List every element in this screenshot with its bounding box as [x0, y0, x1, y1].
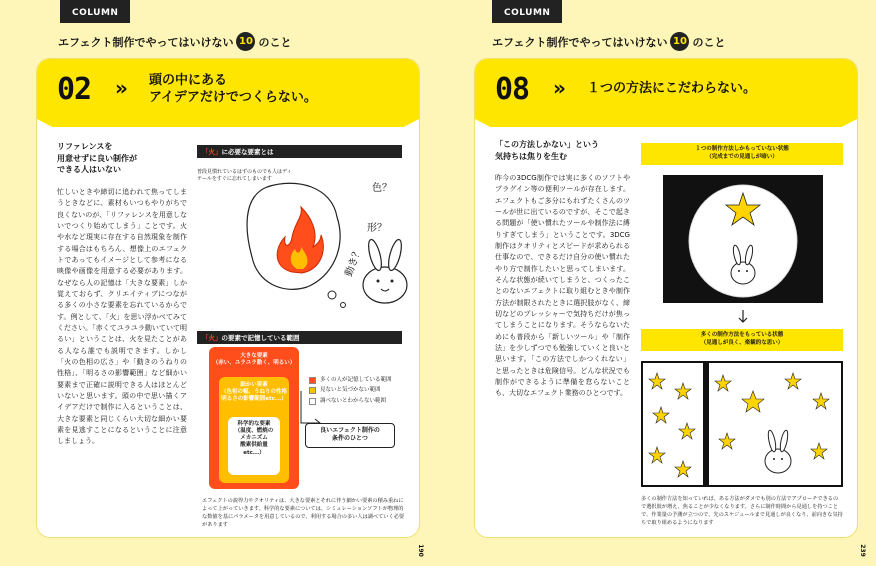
subhead-line: リファレンスを [57, 142, 113, 151]
heading-prefix: エフェクト制作でやってはいけない [492, 35, 668, 49]
rule-number: 08 [495, 72, 530, 107]
state-bar-single-method [641, 143, 843, 165]
figure-caption: 多くの制作方法を知っていれば、ある方法がダメでも別の方法でアプローチできるので選択肢が増え、焦ることが少なくなります。さらに制作時間から見通しを持つことで、作業量の予測が立つので、先のスケジュールまで見通しが良くなり、前向きな気持ちで取り組めるようになります [641, 496, 843, 527]
legend-label: 見ないと気づかない範囲 [320, 387, 381, 394]
title-band [475, 59, 857, 119]
subhead-line: できる人はいない [57, 165, 121, 175]
double-chevron-icon: » [553, 76, 566, 100]
figure-caption: エフェクトの説得力やクオリティは、大きな要素とそれに伴う細かい要素の積み重ねによって上がっていきます。科学的な要素については、シミュレーションソフトが物理的な数値を基にパラメータを用意しているので、利用する場合の多い人は調べていく必要があります [202, 498, 405, 529]
range-label-line: 細かい要素 [240, 382, 268, 388]
range-label-line: 明るさの影響範囲etc...） [221, 396, 287, 403]
handwritten-motion: 動き？ [343, 246, 365, 279]
double-chevron-icon: » [115, 76, 128, 100]
body-text: 昨今の3DCG制作では実に多くのソフトやプラグイン等の便利ツールが存在します。エフェクトもご多分にもれずたくさんのツールが世に出ているのですが、そこで起きる問題が「使い慣れたツールや制作法に縛りすぎてしまう」ということです。3DCG制作はクオリティとスピードが求められる仕事なので、できるだけ自分の使い慣れたやり方で制作したいと思ってしまいます。そんな状態が続いてしまうと、つくったことのないエフェクトに取り組むときや制作方法が制限されたときに選択肢がなく、締切などのプレッシャーで気持ちだけが焦ってしまうことになります。そうならないためにも普段から「新しいツール」や「制作法」を少しずつでも勉強していくと良いと思います。「この方法でしかつくれない」と思ったときは危険信号。どんな状況でも制作ができるように準備を怠らないことも、大切なエフェクト業務のひとつです。 [495, 174, 630, 398]
handwritten-color: 色？ [372, 183, 392, 194]
subhead-line: 用意せずに良い制作が [57, 153, 137, 163]
rule-card [474, 58, 858, 538]
state-bar-line: （完成までの見通しが暗い） [706, 153, 778, 160]
outer-range-box [209, 347, 299, 489]
rule-title [149, 73, 317, 107]
figure-label-highlight: 「火」 [202, 148, 222, 156]
range-label-line: （赤い、ユラユラ動く、明るい） [212, 360, 296, 367]
state-bar-line: 多くの制作方法をもっている状態 [700, 332, 784, 338]
heading-prefix: エフェクト制作でやってはいけない [58, 35, 234, 49]
state-bar-line: １つの制作方法しかもっていない状態 [695, 146, 789, 152]
heading-suffix: のこと [692, 35, 726, 49]
state-bar-line: （見通しが良く、楽観的な思い） [700, 339, 784, 346]
page-heading [58, 32, 291, 51]
subhead-line: 「この方法しかない」という [495, 140, 599, 149]
legend-label: 調べないとわからない範囲 [320, 397, 387, 404]
range-label-line: （色相の幅、うねりの性格 [220, 389, 287, 396]
rule-title: １つの方法にこだわらない。 [587, 81, 757, 96]
rule-title-line: 頭の中にある [149, 73, 228, 88]
section-subhead [57, 141, 187, 176]
thought-dot [341, 303, 346, 308]
figure-label-highlight: 「火」 [202, 334, 222, 342]
page-number: 239 [858, 544, 866, 557]
fire-thought-illustration [237, 177, 417, 317]
right-page [438, 0, 876, 566]
range-label-line: etc...） [243, 449, 265, 456]
rule-card [36, 58, 420, 538]
result-box [305, 423, 395, 448]
range-label-line: （温度、燃焼の [234, 428, 274, 435]
starry-rabbit-scene [643, 363, 841, 485]
column-tab: COLUMN [492, 0, 562, 23]
bubble-note: 普段見慣れているはずのものでも人はディテールをすぐに忘れてしまいます [197, 169, 292, 182]
handwritten-shape: 形？ [367, 223, 387, 234]
range-label-line: 大きな要素 [240, 353, 268, 359]
inner-range-label [228, 421, 280, 457]
inner-range-box [228, 417, 280, 475]
range-label-line: 科学的な要素 [237, 421, 271, 427]
rabbit-icon [363, 238, 407, 303]
legend-label: 多くの人が記憶している範囲 [320, 377, 392, 383]
figure-label [197, 145, 402, 158]
middle-range-label [219, 382, 289, 403]
single-method-illustration [663, 175, 823, 303]
page-heading [492, 32, 725, 51]
result-line: 条件のひとつ [332, 435, 368, 443]
range-label-line: 酸素供給量 [240, 442, 268, 449]
heading-suffix: のこと [258, 35, 292, 49]
figure-label [197, 331, 402, 344]
rule-number: 02 [57, 72, 92, 107]
figure-label-text: の要素で記憶している範囲 [221, 334, 300, 342]
outer-range-label [209, 353, 299, 367]
title-band [37, 59, 419, 119]
section-subhead [495, 139, 630, 162]
arrow-down-icon [737, 309, 749, 325]
range-label-line: メカニズム [240, 435, 268, 442]
subhead-line: 気持ちは焦りを生む [495, 151, 567, 161]
state-bar-many-methods [641, 329, 843, 351]
middle-range-box [219, 377, 289, 483]
rule-title-line: アイデアだけでつくらない。 [149, 89, 317, 105]
thought-dot [328, 291, 336, 299]
column-tab: COLUMN [60, 0, 130, 23]
result-line: 良いエフェクト制作の [320, 427, 380, 434]
legend-row [309, 375, 392, 385]
heading-number-badge: 10 [670, 32, 689, 51]
body-text: 忙しいときや締切に追われて焦ってしまうときなどに、素材もいつもやりがちで良くないのが、「リファレンスを用意しないでつくり始めてしまう」ことです。火や水など現実に存在する自然現象を制作する場合はもちろん、想像上のエフェクトであってもイメージとして参考になる映像や画像を用意する必要があります。なぜなら人の記憶は「大きな要素」しか覚えておらず、クリエイティブにつながる多くの小さな要素を忘れているからです。例として、「火」を思い浮かべてみてください。「赤くてユラユラ動いていて明るい」ということは、火を見たことがある人なら誰でも説明できます。しかし「火の色相の広さ」や「動きのうねりの性格」、「明るさの影響範囲」など細かい要素まで正確に説明できる人はほとんどいないと思います。頭の中で思い描くアイデアだけで制作に入るということは、大きな要素と同じくらい大切な細かい要素を見逃すことになるということに注意しましょう。 [57, 188, 187, 446]
spotlight-rabbit-scene [665, 177, 821, 301]
heading-number-badge: 10 [236, 32, 255, 51]
figure-label-text: に必要な要素とは [221, 148, 274, 156]
many-methods-illustration [641, 361, 843, 487]
page-number: 190 [416, 544, 424, 557]
red-swatch-icon [309, 377, 316, 384]
